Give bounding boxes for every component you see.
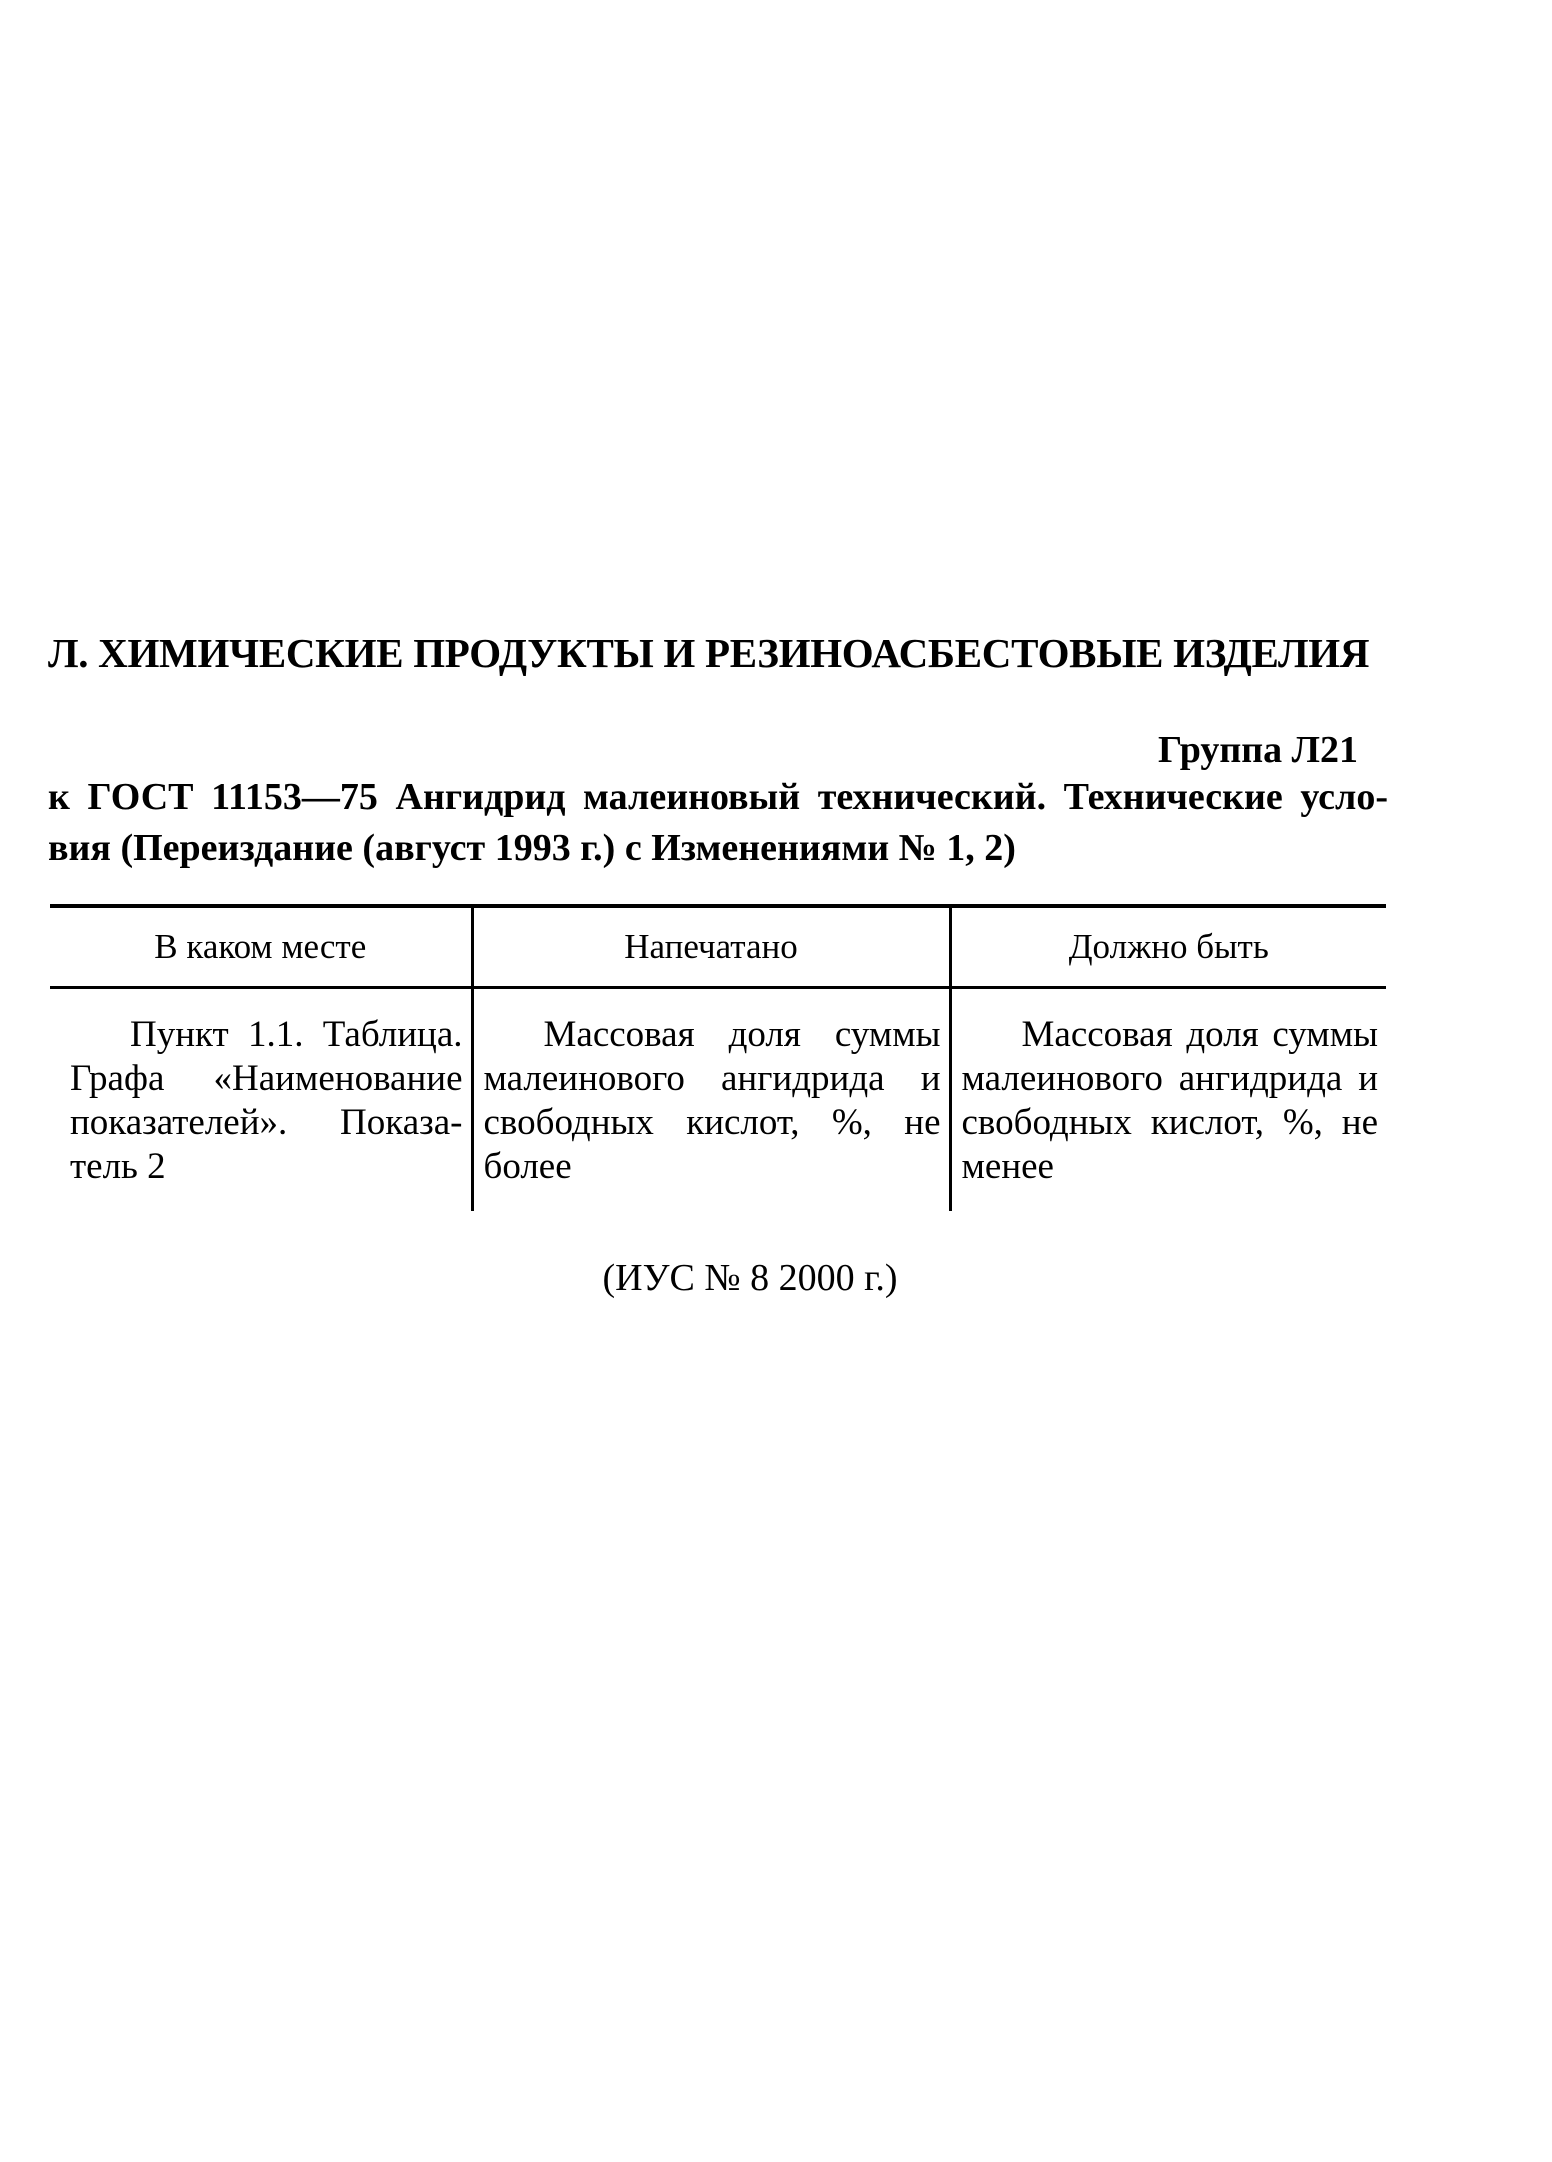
table-header-row [50, 906, 1386, 988]
document-reference-line-1: к ГОСТ 11153—75 Ангидрид малеиновый технический. Технические усло- [48, 776, 1388, 818]
cell-should-be [950, 988, 1386, 1212]
issue-reference: (ИУС № 8 2000 г.) [602, 1257, 898, 1299]
cell-place [50, 988, 472, 1212]
table-row [50, 988, 1386, 1212]
cell-should-be-text: Массовая доля суммы малеинового ангидрида и свободных кислот, %, не менее [961, 1014, 1378, 1187]
group-label: Группа Л21 [1157, 729, 1358, 771]
cell-printed [472, 988, 950, 1212]
header-printed: Напечатано [472, 906, 950, 988]
header-place: В каком месте [154, 927, 367, 966]
cell-place-text: Пункт 1.1. Таблица. Графа «Наименование показателей». Показатель 2 [70, 1014, 463, 1187]
section-title: Л. ХИМИЧЕСКИЕ ПРОДУКТЫ И РЕЗИНОАСБЕСТОВЫЕ ИЗДЕЛИЯ [48, 630, 1370, 676]
amendment-table [50, 904, 1386, 1211]
document-reference-line-2: вия (Переиздание (август 1993 г.) с Изменениями № 1, 2) [48, 827, 1016, 869]
header-should-be: Должно быть [950, 906, 1386, 988]
document-reference [48, 772, 1388, 874]
cell-printed-text: Массовая доля суммы малеинового ангидрида и свободных кислот, %, не более [483, 1014, 941, 1187]
